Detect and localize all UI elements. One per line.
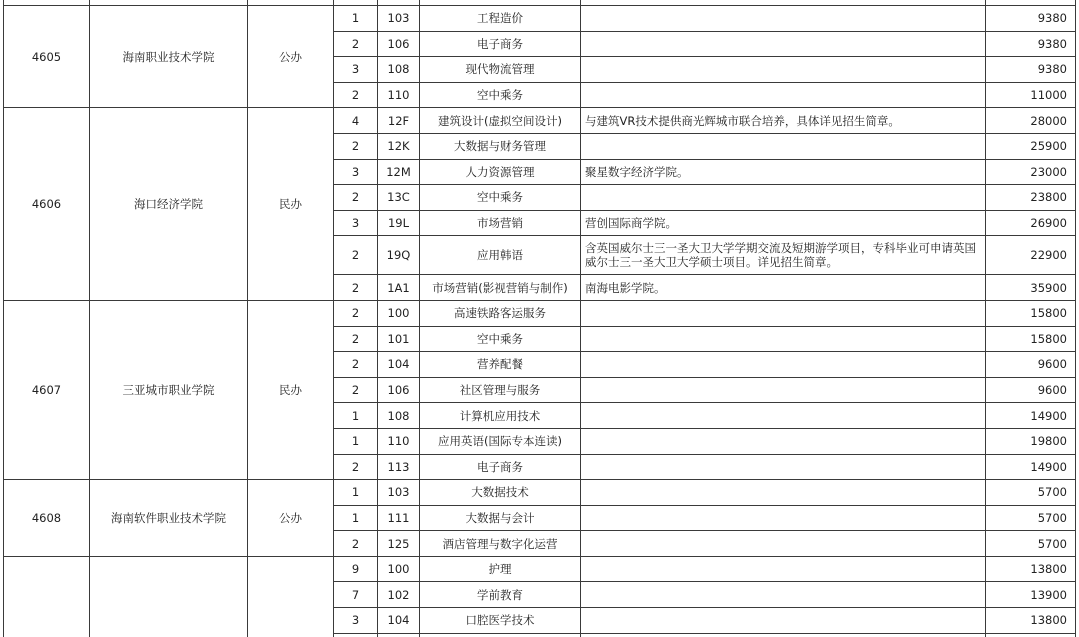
tuition-fee: 9600: [986, 352, 1076, 378]
major-note: [581, 57, 986, 83]
major-code: 1A1: [378, 275, 420, 301]
major-name: 大数据技术: [420, 480, 581, 506]
tuition-fee: 15800: [986, 326, 1076, 352]
tuition-fee: 25900: [986, 133, 1076, 159]
major-code: 125: [378, 531, 420, 557]
major-name: 空中乘务: [420, 185, 581, 211]
major-code: 100: [378, 556, 420, 582]
tuition-fee: 13800: [986, 608, 1076, 634]
major-name: 电子商务: [420, 31, 581, 57]
school-name: 三亚城市职业学院: [90, 300, 248, 479]
plan-count: 2: [334, 82, 378, 108]
plan-count: 7: [334, 582, 378, 608]
major-note: [581, 31, 986, 57]
major-name: 大数据与会计: [420, 505, 581, 531]
major-code: 12F: [378, 108, 420, 134]
major-name: 建筑设计(虚拟空间设计): [420, 108, 581, 134]
major-code: 102: [378, 582, 420, 608]
tuition-fee: 9380: [986, 57, 1076, 83]
tuition-fee: 5700: [986, 480, 1076, 506]
major-note: 南海电影学院。: [581, 275, 986, 301]
table-row: [4, 108, 1076, 134]
major-name: 学前教育: [420, 582, 581, 608]
plan-count: 2: [334, 31, 378, 57]
cell-empty: [378, 633, 420, 637]
plan-count: 1: [334, 480, 378, 506]
major-note: [581, 326, 986, 352]
school-name: 海南职业技术学院: [90, 6, 248, 108]
major-name: 护理: [420, 556, 581, 582]
major-note: [581, 480, 986, 506]
plan-count: 2: [334, 454, 378, 480]
major-note: [581, 6, 986, 32]
major-code: 12K: [378, 133, 420, 159]
major-note: [581, 377, 986, 403]
plan-count: 3: [334, 608, 378, 634]
school-code: 4607: [4, 300, 90, 479]
school-type: 公办: [248, 480, 334, 557]
major-code: 113: [378, 454, 420, 480]
major-code: 103: [378, 480, 420, 506]
major-code: 100: [378, 300, 420, 326]
major-name: 营养配餐: [420, 352, 581, 378]
school-code: 4606: [4, 108, 90, 301]
tuition-fee: 13800: [986, 556, 1076, 582]
tuition-fee: 23000: [986, 159, 1076, 185]
plan-count: 1: [334, 428, 378, 454]
school-type: 民办: [248, 300, 334, 479]
major-code: 106: [378, 377, 420, 403]
plan-count: 1: [334, 6, 378, 32]
plan-count: 4: [334, 108, 378, 134]
school-type: 民办: [248, 108, 334, 301]
major-note: 与建筑VR技术提供商光辉城市联合培养，具体详见招生简章。: [581, 108, 986, 134]
school-type: [248, 556, 334, 637]
major-code: 110: [378, 82, 420, 108]
major-code: 106: [378, 31, 420, 57]
plan-count: 2: [334, 185, 378, 211]
tuition-fee: 15800: [986, 300, 1076, 326]
school-code: 4608: [4, 480, 90, 557]
major-note: [581, 428, 986, 454]
major-name: 社区管理与服务: [420, 377, 581, 403]
major-name: 酒店管理与数字化运营: [420, 531, 581, 557]
tuition-fee: 11000: [986, 82, 1076, 108]
tuition-fee: 5700: [986, 505, 1076, 531]
major-code: 103: [378, 6, 420, 32]
major-code: 110: [378, 428, 420, 454]
tuition-fee: 5700: [986, 531, 1076, 557]
major-note: [581, 505, 986, 531]
major-note: [581, 82, 986, 108]
major-code: 19Q: [378, 236, 420, 275]
cell-empty: [334, 633, 378, 637]
major-note: [581, 531, 986, 557]
plan-count: 2: [334, 236, 378, 275]
major-name: 市场营销: [420, 210, 581, 236]
tuition-fee: 35900: [986, 275, 1076, 301]
plan-count: 2: [334, 377, 378, 403]
major-note: [581, 582, 986, 608]
major-note: 聚星数字经济学院。: [581, 159, 986, 185]
tuition-fee: 22900: [986, 236, 1076, 275]
major-note: 营创国际商学院。: [581, 210, 986, 236]
major-note: 含英国威尔士三一圣大卫大学学期交流及短期游学项目，专科毕业可申请英国威尔士三一圣大卫大学硕士项目。详见招生简章。: [581, 236, 986, 275]
table-row: [4, 300, 1076, 326]
major-name: 现代物流管理: [420, 57, 581, 83]
major-code: 13C: [378, 185, 420, 211]
major-name: 大数据与财务管理: [420, 133, 581, 159]
cell-empty: [420, 633, 581, 637]
school-code: [4, 556, 90, 637]
tuition-fee: 26900: [986, 210, 1076, 236]
plan-count: 2: [334, 300, 378, 326]
major-code: 104: [378, 608, 420, 634]
plan-count: 9: [334, 556, 378, 582]
school-type: 公办: [248, 6, 334, 108]
major-code: 108: [378, 403, 420, 429]
major-code: 12M: [378, 159, 420, 185]
major-note: [581, 352, 986, 378]
plan-count: 2: [334, 352, 378, 378]
plan-count: 3: [334, 210, 378, 236]
tuition-fee: 19800: [986, 428, 1076, 454]
plan-count: 2: [334, 275, 378, 301]
major-code: 108: [378, 57, 420, 83]
major-code: 101: [378, 326, 420, 352]
admissions-table: [3, 0, 1076, 637]
major-name: 工程造价: [420, 6, 581, 32]
school-name: 海南软件职业技术学院: [90, 480, 248, 557]
tuition-fee: 9380: [986, 6, 1076, 32]
tuition-fee: 13900: [986, 582, 1076, 608]
plan-count: 3: [334, 57, 378, 83]
major-name: 计算机应用技术: [420, 403, 581, 429]
tuition-fee: 9380: [986, 31, 1076, 57]
major-code: 104: [378, 352, 420, 378]
major-name: 应用韩语: [420, 236, 581, 275]
major-note: [581, 454, 986, 480]
major-name: 口腔医学技术: [420, 608, 581, 634]
tuition-fee: 9600: [986, 377, 1076, 403]
major-name: 空中乘务: [420, 82, 581, 108]
plan-count: 2: [334, 133, 378, 159]
major-name: 电子商务: [420, 454, 581, 480]
cell-empty: [581, 633, 986, 637]
school-name: [90, 556, 248, 637]
tuition-fee: 23800: [986, 185, 1076, 211]
school-name: 海口经济学院: [90, 108, 248, 301]
major-name: 应用英语(国际专本连读): [420, 428, 581, 454]
table-row: [4, 6, 1076, 32]
major-name: 高速铁路客运服务: [420, 300, 581, 326]
cell-empty: [986, 633, 1076, 637]
plan-count: 1: [334, 505, 378, 531]
table-row: [4, 556, 1076, 582]
major-note: [581, 403, 986, 429]
major-name: 空中乘务: [420, 326, 581, 352]
major-name: 市场营销(影视营销与制作): [420, 275, 581, 301]
tuition-fee: 14900: [986, 403, 1076, 429]
plan-count: 2: [334, 531, 378, 557]
plan-count: 1: [334, 403, 378, 429]
major-note: [581, 608, 986, 634]
tuition-fee: 14900: [986, 454, 1076, 480]
table-row: [4, 480, 1076, 506]
major-note: [581, 185, 986, 211]
tuition-fee: 28000: [986, 108, 1076, 134]
major-code: 19L: [378, 210, 420, 236]
major-note: [581, 300, 986, 326]
major-note: [581, 556, 986, 582]
major-note: [581, 133, 986, 159]
plan-count: 2: [334, 326, 378, 352]
plan-count: 3: [334, 159, 378, 185]
major-name: 人力资源管理: [420, 159, 581, 185]
school-code: 4605: [4, 6, 90, 108]
major-code: 111: [378, 505, 420, 531]
